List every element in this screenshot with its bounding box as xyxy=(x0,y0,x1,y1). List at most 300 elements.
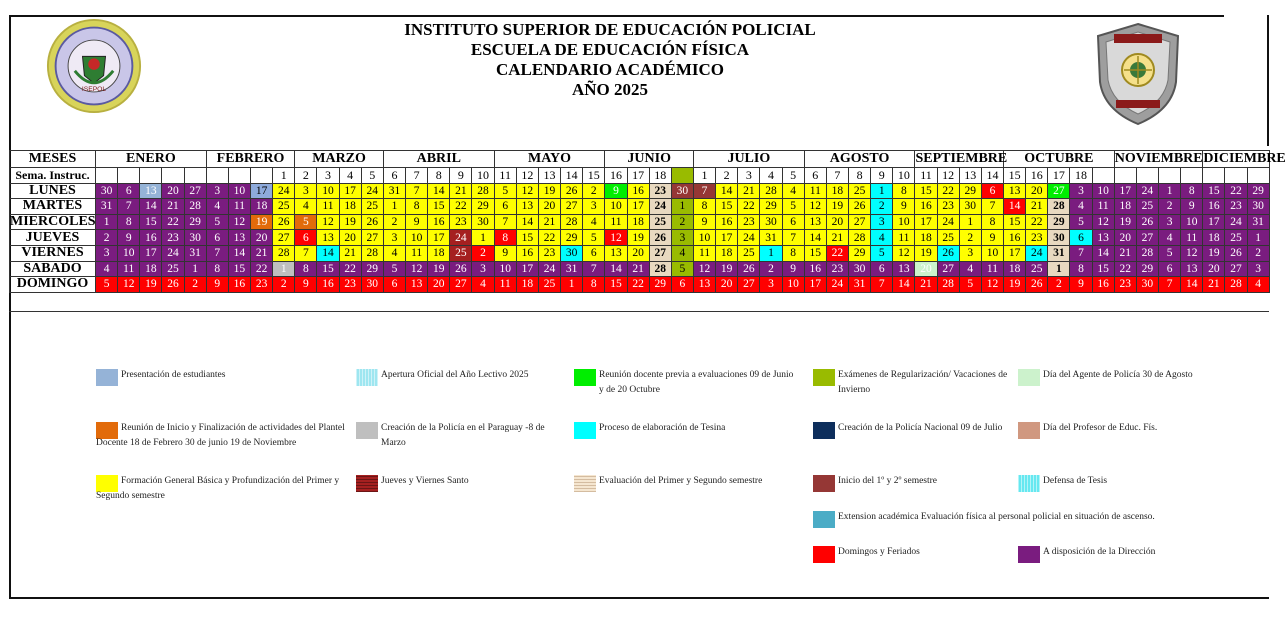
day-cell: 16 xyxy=(228,277,250,293)
week-number-cell xyxy=(1225,168,1247,184)
day-cell: 26 xyxy=(162,277,184,293)
day-cell: 16 xyxy=(627,183,649,199)
week-number-cell: 17 xyxy=(1048,168,1070,184)
day-cell: 3 xyxy=(871,214,893,230)
title-school: ESCUELA DE EDUCACIÓN FÍSICA xyxy=(470,40,750,59)
day-cell: 27 xyxy=(450,277,472,293)
day-cell: 22 xyxy=(1225,183,1247,199)
day-cell: 5 xyxy=(959,277,981,293)
day-cell: 10 xyxy=(782,277,804,293)
day-cell: 4 xyxy=(472,277,494,293)
day-cell: 15 xyxy=(428,199,450,215)
day-cell: 23 xyxy=(1225,199,1247,215)
day-cell: 21 xyxy=(738,183,760,199)
day-cell: 23 xyxy=(1114,277,1136,293)
day-cell: 13 xyxy=(1092,230,1114,246)
day-cell: 11 xyxy=(1181,230,1203,246)
day-cell: 9 xyxy=(605,183,627,199)
day-cell: 10 xyxy=(1092,183,1114,199)
legend-swatch xyxy=(574,369,596,386)
day-cell: 25 xyxy=(273,199,295,215)
day-cell: 22 xyxy=(162,214,184,230)
day-cell: 9 xyxy=(406,214,428,230)
day-cell: 4 xyxy=(1070,199,1092,215)
legend-label: Día del Agente de Policía 30 de Agosto xyxy=(1043,370,1193,380)
day-cell: 31 xyxy=(849,277,871,293)
day-cell: 2 xyxy=(583,183,605,199)
week-number-cell: 16 xyxy=(605,168,627,184)
day-cell: 3 xyxy=(1159,214,1181,230)
day-cell: 18 xyxy=(251,199,273,215)
day-cell: 3 xyxy=(295,183,317,199)
day-cell: 11 xyxy=(693,245,715,261)
day-cell: 20 xyxy=(1203,261,1225,277)
day-cell: 30 xyxy=(1247,199,1269,215)
day-cell: 28 xyxy=(561,214,583,230)
day-cell: 10 xyxy=(981,245,1003,261)
week-number-cell: 15 xyxy=(1004,168,1026,184)
day-cell: 8 xyxy=(295,261,317,277)
day-cell: 27 xyxy=(1136,230,1158,246)
day-cell: 24 xyxy=(649,199,671,215)
week-number-cell xyxy=(1247,168,1269,184)
day-cell: 15 xyxy=(228,261,250,277)
day-cell: 4 xyxy=(583,214,605,230)
day-cell: 28 xyxy=(1048,199,1070,215)
day-cell: 24 xyxy=(738,230,760,246)
day-cell: 17 xyxy=(716,230,738,246)
day-cell: 28 xyxy=(760,183,782,199)
day-cell: 5 xyxy=(96,277,118,293)
legend-label: Presentación de estudiantes xyxy=(121,370,226,380)
week-number-cell xyxy=(1159,168,1181,184)
day-cell: 19 xyxy=(140,277,162,293)
day-cell: 7 xyxy=(118,199,140,215)
day-cell: 10 xyxy=(228,183,250,199)
day-cell: 9 xyxy=(295,277,317,293)
day-cell: 20 xyxy=(826,214,848,230)
weekday-label: JUEVES xyxy=(10,230,96,246)
day-cell: 4 xyxy=(671,245,693,261)
day-cell: 19 xyxy=(716,261,738,277)
day-cell: 21 xyxy=(627,261,649,277)
week-number-cell: 2 xyxy=(716,168,738,184)
day-cell: 7 xyxy=(295,245,317,261)
week-number-cell: 3 xyxy=(738,168,760,184)
day-cell: 29 xyxy=(959,183,981,199)
day-cell: 13 xyxy=(1181,261,1203,277)
day-cell: 20 xyxy=(339,230,361,246)
day-cell: 19 xyxy=(627,230,649,246)
day-cell: 3 xyxy=(671,230,693,246)
day-cell: 16 xyxy=(317,277,339,293)
day-cell: 20 xyxy=(428,277,450,293)
legend-swatch xyxy=(813,422,835,439)
day-cell: 3 xyxy=(472,261,494,277)
day-cell: 4 xyxy=(959,261,981,277)
day-cell: 25 xyxy=(1026,261,1048,277)
day-cell: 5 xyxy=(671,261,693,277)
day-cell: 19 xyxy=(538,183,560,199)
day-cell: 16 xyxy=(140,230,162,246)
day-cell: 4 xyxy=(206,199,228,215)
day-cell: 2 xyxy=(96,230,118,246)
day-cell: 26 xyxy=(937,245,959,261)
day-cell: 30 xyxy=(184,230,206,246)
day-cell: 17 xyxy=(804,277,826,293)
day-cell: 9 xyxy=(782,261,804,277)
document-title-block xyxy=(380,20,840,100)
legend-label: Creación de la Policía en el Paraguay -8 de Marzo xyxy=(381,423,545,448)
day-cell: 3 xyxy=(96,245,118,261)
month-header: FEBRERO xyxy=(206,151,295,168)
day-cell: 28 xyxy=(184,199,206,215)
day-cell: 25 xyxy=(1136,199,1158,215)
day-cell: 6 xyxy=(871,261,893,277)
week-number-cell xyxy=(206,168,228,184)
day-cell: 18 xyxy=(516,277,538,293)
day-cell: 28 xyxy=(1136,245,1158,261)
isepol-seal-logo xyxy=(46,18,142,114)
week-number-cell: 4 xyxy=(760,168,782,184)
day-cell: 25 xyxy=(849,183,871,199)
day-cell: 27 xyxy=(184,183,206,199)
day-cell: 25 xyxy=(1225,230,1247,246)
week-number-cell: 8 xyxy=(849,168,871,184)
day-cell: 18 xyxy=(339,199,361,215)
day-cell: 1 xyxy=(1048,261,1070,277)
day-cell: 29 xyxy=(472,199,494,215)
day-cell: 8 xyxy=(118,214,140,230)
day-cell: 16 xyxy=(516,245,538,261)
day-cell: 17 xyxy=(1114,183,1136,199)
day-cell: 20 xyxy=(538,199,560,215)
day-cell: 24 xyxy=(937,214,959,230)
day-cell: 26 xyxy=(273,214,295,230)
week-number-cell xyxy=(671,168,693,184)
day-cell: 12 xyxy=(118,277,140,293)
day-cell: 31 xyxy=(1048,245,1070,261)
day-cell: 17 xyxy=(1203,214,1225,230)
weekday-label: SABADO xyxy=(10,261,96,277)
day-cell: 5 xyxy=(1070,214,1092,230)
legend-swatch xyxy=(813,511,835,528)
day-cell: 1 xyxy=(561,277,583,293)
day-cell: 17 xyxy=(915,214,937,230)
week-number-cell: 11 xyxy=(915,168,937,184)
day-cell: 23 xyxy=(162,230,184,246)
month-header: MAYO xyxy=(494,151,605,168)
day-cell: 11 xyxy=(893,230,915,246)
day-cell: 5 xyxy=(383,261,405,277)
day-cell: 28 xyxy=(1225,277,1247,293)
day-cell: 22 xyxy=(1114,261,1136,277)
day-cell: 10 xyxy=(693,230,715,246)
day-cell: 23 xyxy=(937,199,959,215)
day-cell: 25 xyxy=(937,230,959,246)
day-cell: 1 xyxy=(959,214,981,230)
day-cell: 25 xyxy=(361,199,383,215)
week-number-cell: 9 xyxy=(871,168,893,184)
week-number-cell: 16 xyxy=(1026,168,1048,184)
day-cell: 28 xyxy=(849,230,871,246)
day-cell: 19 xyxy=(251,214,273,230)
week-number-cell: 15 xyxy=(583,168,605,184)
day-cell: 24 xyxy=(1026,245,1048,261)
day-cell: 22 xyxy=(738,199,760,215)
legend-label: Creación de la Policía Nacional 09 de Julio xyxy=(838,423,1003,433)
legend-label: Reunión docente previa a evaluaciones 09 de Junio y de 20 Octubre xyxy=(599,370,794,395)
day-cell: 23 xyxy=(450,214,472,230)
day-cell: 13 xyxy=(406,277,428,293)
day-cell: 16 xyxy=(915,199,937,215)
day-cell: 26 xyxy=(849,199,871,215)
day-cell: 1 xyxy=(273,261,295,277)
day-cell: 13 xyxy=(140,183,162,199)
weekday-label: MIERCOLES xyxy=(10,214,96,230)
day-cell: 18 xyxy=(1004,261,1026,277)
day-cell: 3 xyxy=(1070,183,1092,199)
day-cell: 12 xyxy=(893,245,915,261)
day-cell: 12 xyxy=(406,261,428,277)
day-cell: 3 xyxy=(959,245,981,261)
legend-label: Proceso de elaboración de Tesina xyxy=(599,423,726,433)
day-cell: 14 xyxy=(605,261,627,277)
day-cell: 4 xyxy=(782,183,804,199)
week-number-cell: 4 xyxy=(339,168,361,184)
day-cell: 20 xyxy=(251,230,273,246)
day-cell: 7 xyxy=(206,245,228,261)
week-number-cell: 13 xyxy=(538,168,560,184)
legend-swatch xyxy=(1018,546,1040,563)
day-cell: 11 xyxy=(1092,199,1114,215)
day-cell: 15 xyxy=(915,183,937,199)
day-cell: 26 xyxy=(1225,245,1247,261)
day-cell: 26 xyxy=(361,214,383,230)
day-cell: 7 xyxy=(406,183,428,199)
day-cell: 29 xyxy=(1247,183,1269,199)
day-cell: 28 xyxy=(472,183,494,199)
legend-label: Apertura Oficial del Año Lectivo 2025 xyxy=(381,370,529,380)
day-cell: 13 xyxy=(804,214,826,230)
day-cell: 29 xyxy=(361,261,383,277)
day-cell: 1 xyxy=(472,230,494,246)
day-cell: 12 xyxy=(1092,214,1114,230)
day-cell: 21 xyxy=(339,245,361,261)
day-cell: 14 xyxy=(1092,245,1114,261)
title-institute: INSTITUTO SUPERIOR DE EDUCACIÓN POLICIAL xyxy=(404,20,816,39)
week-number-cell: 3 xyxy=(317,168,339,184)
legend-swatch xyxy=(356,422,378,439)
title-calendar: CALENDARIO ACADÉMICO xyxy=(495,60,725,79)
day-cell: 19 xyxy=(915,245,937,261)
day-cell: 27 xyxy=(937,261,959,277)
day-cell: 12 xyxy=(317,214,339,230)
day-cell: 9 xyxy=(1181,199,1203,215)
day-cell: 22 xyxy=(1026,214,1048,230)
day-cell: 12 xyxy=(1181,245,1203,261)
day-cell: 7 xyxy=(583,261,605,277)
legend-label: A disposición de la Dirección xyxy=(1043,547,1156,557)
day-cell: 11 xyxy=(605,214,627,230)
day-cell: 30 xyxy=(959,199,981,215)
day-cell: 22 xyxy=(339,261,361,277)
day-cell: 8 xyxy=(406,199,428,215)
legend-label: Inicio del 1º y 2º semestre xyxy=(838,476,938,486)
day-cell: 21 xyxy=(1114,245,1136,261)
day-cell: 16 xyxy=(1092,277,1114,293)
day-cell: 7 xyxy=(981,199,1003,215)
day-cell: 2 xyxy=(959,230,981,246)
week-number-cell: 6 xyxy=(383,168,405,184)
day-cell: 15 xyxy=(516,230,538,246)
day-cell: 26 xyxy=(738,261,760,277)
day-cell: 29 xyxy=(1048,214,1070,230)
day-cell: 30 xyxy=(1136,277,1158,293)
day-cell: 9 xyxy=(118,230,140,246)
legend-swatch xyxy=(1018,475,1040,492)
day-cell: 2 xyxy=(1048,277,1070,293)
week-number-cell xyxy=(251,168,273,184)
day-cell: 15 xyxy=(804,245,826,261)
day-cell: 10 xyxy=(118,245,140,261)
day-cell: 2 xyxy=(760,261,782,277)
day-cell: 7 xyxy=(494,214,516,230)
table-bottom-rule xyxy=(9,311,1269,312)
day-cell: 22 xyxy=(538,230,560,246)
day-cell: 7 xyxy=(782,230,804,246)
title-year: AÑO 2025 xyxy=(571,80,649,99)
day-cell: 31 xyxy=(561,261,583,277)
day-cell: 6 xyxy=(206,230,228,246)
day-cell: 25 xyxy=(538,277,560,293)
police-shield-logo xyxy=(1094,22,1182,126)
day-cell: 21 xyxy=(251,245,273,261)
week-number-cell: 2 xyxy=(295,168,317,184)
day-cell: 6 xyxy=(981,183,1003,199)
day-cell: 29 xyxy=(1136,261,1158,277)
day-cell: 9 xyxy=(693,214,715,230)
day-cell: 15 xyxy=(1203,183,1225,199)
day-cell: 11 xyxy=(804,183,826,199)
day-cell: 18 xyxy=(627,214,649,230)
day-cell: 30 xyxy=(96,183,118,199)
day-cell: 4 xyxy=(383,245,405,261)
weekday-label: LUNES xyxy=(10,183,96,199)
week-number-cell: 14 xyxy=(561,168,583,184)
week-number-cell: 8 xyxy=(428,168,450,184)
month-header: JUNIO xyxy=(605,151,694,168)
day-cell: 12 xyxy=(516,183,538,199)
weekday-label: VIERNES xyxy=(10,245,96,261)
week-number-cell: 5 xyxy=(361,168,383,184)
logo-left-sub: ISEPOL xyxy=(81,85,107,93)
day-cell: 2 xyxy=(1247,245,1269,261)
week-number-cell: 1 xyxy=(273,168,295,184)
day-cell: 1 xyxy=(871,183,893,199)
week-number-cell xyxy=(228,168,250,184)
day-cell: 27 xyxy=(649,245,671,261)
day-cell: 25 xyxy=(162,261,184,277)
day-cell: 27 xyxy=(561,199,583,215)
day-cell: 14 xyxy=(1181,277,1203,293)
day-cell: 17 xyxy=(627,199,649,215)
day-cell: 18 xyxy=(1203,230,1225,246)
day-cell: 25 xyxy=(450,245,472,261)
day-cell: 2 xyxy=(273,277,295,293)
day-cell: 7 xyxy=(1159,277,1181,293)
day-cell: 10 xyxy=(494,261,516,277)
day-cell: 11 xyxy=(406,245,428,261)
day-cell: 1 xyxy=(96,214,118,230)
day-cell: 9 xyxy=(206,277,228,293)
day-cell: 9 xyxy=(494,245,516,261)
legend-swatch xyxy=(813,475,835,492)
day-cell: 18 xyxy=(915,230,937,246)
day-cell: 6 xyxy=(583,245,605,261)
day-cell: 14 xyxy=(228,245,250,261)
day-cell: 5 xyxy=(583,230,605,246)
legend-label: Domingos y Feriados xyxy=(838,547,920,557)
legend-label: Extension académica Evaluación física al personal policial en situación de ascenso. xyxy=(838,512,1155,522)
day-cell: 28 xyxy=(937,277,959,293)
month-header: MARZO xyxy=(295,151,384,168)
day-cell: 4 xyxy=(96,261,118,277)
day-cell: 26 xyxy=(561,183,583,199)
day-cell: 24 xyxy=(826,277,848,293)
day-cell: 18 xyxy=(140,261,162,277)
month-header: NOVIEMBRE xyxy=(1114,151,1203,166)
day-cell: 14 xyxy=(716,183,738,199)
day-cell: 20 xyxy=(627,245,649,261)
week-number-cell: 10 xyxy=(893,168,915,184)
day-cell: 7 xyxy=(1070,245,1092,261)
week-number-cell: 14 xyxy=(981,168,1003,184)
day-cell: 6 xyxy=(671,277,693,293)
day-cell: 15 xyxy=(317,261,339,277)
legend-swatch xyxy=(356,475,378,492)
week-number-cell xyxy=(1114,168,1136,184)
day-cell: 19 xyxy=(428,261,450,277)
day-cell: 23 xyxy=(738,214,760,230)
day-cell: 16 xyxy=(716,214,738,230)
day-cell: 3 xyxy=(1247,261,1269,277)
day-cell: 28 xyxy=(361,245,383,261)
day-cell: 26 xyxy=(1026,277,1048,293)
week-number-cell: 9 xyxy=(450,168,472,184)
day-cell: 29 xyxy=(760,199,782,215)
day-cell: 6 xyxy=(1070,230,1092,246)
day-cell: 6 xyxy=(1159,261,1181,277)
day-cell: 8 xyxy=(1070,261,1092,277)
month-header: ABRIL xyxy=(383,151,494,168)
legend-swatch xyxy=(1018,369,1040,386)
day-cell: 25 xyxy=(649,214,671,230)
week-number-cell xyxy=(118,168,140,184)
week-number-cell: 17 xyxy=(627,168,649,184)
day-cell: 4 xyxy=(871,230,893,246)
legend-label: Evaluación del Primer y Segundo semestre xyxy=(599,476,763,486)
weekday-label: DOMINGO xyxy=(10,277,96,293)
week-number-cell: 18 xyxy=(649,168,671,184)
month-header: JULIO xyxy=(693,151,804,168)
week-number-cell: 12 xyxy=(516,168,538,184)
day-cell: 31 xyxy=(1247,214,1269,230)
day-cell: 27 xyxy=(1225,261,1247,277)
day-cell: 30 xyxy=(561,245,583,261)
day-cell: 1 xyxy=(760,245,782,261)
day-cell: 16 xyxy=(804,261,826,277)
